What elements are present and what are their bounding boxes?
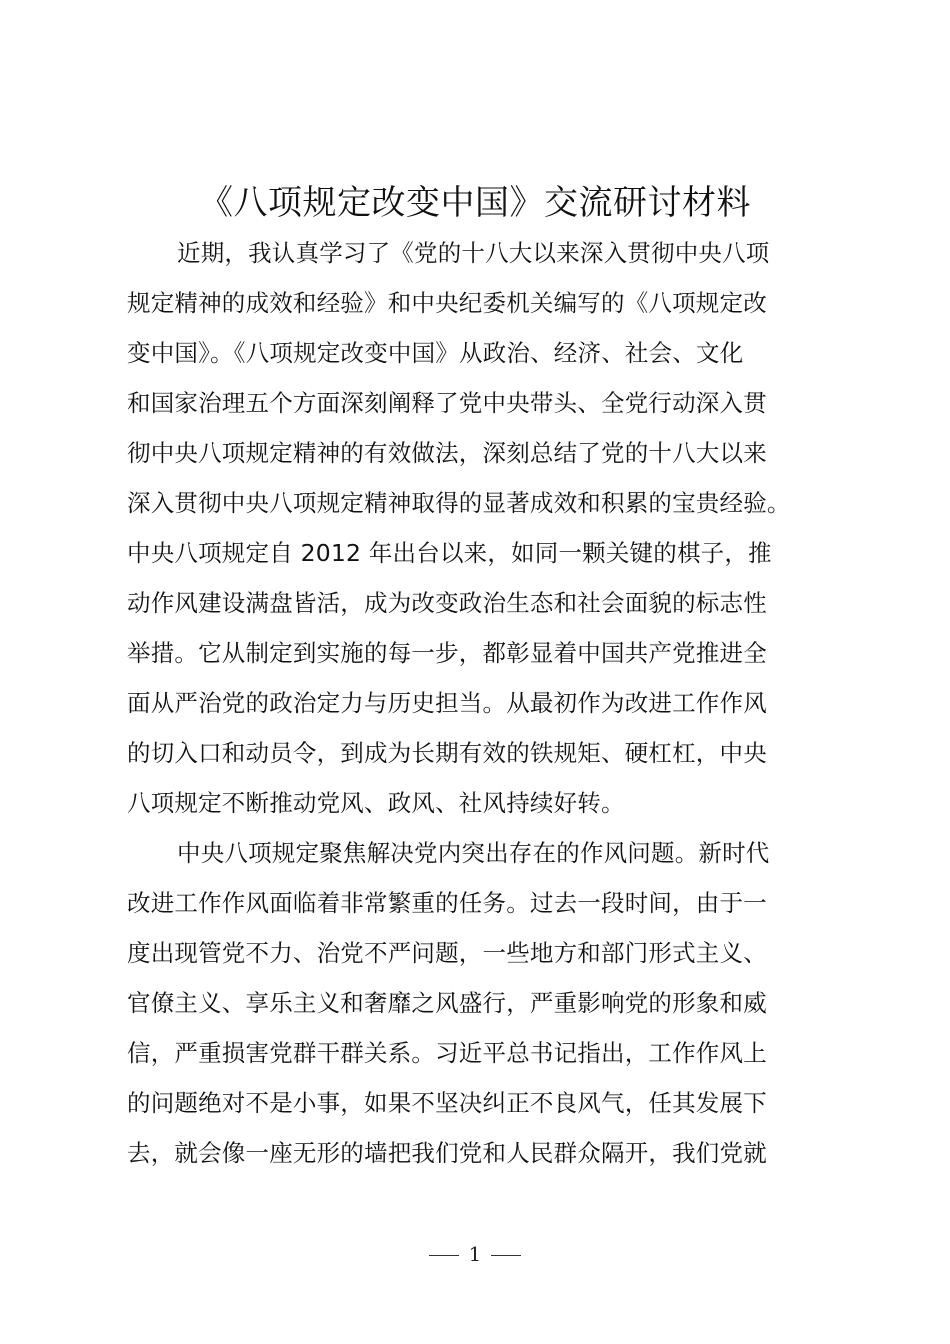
footer-dash-left xyxy=(429,1255,459,1256)
document-title: 《八项规定改变中国》交流研讨材料 xyxy=(199,183,751,223)
paragraph-line: 去，就会像一座无形的墙把我们党和人民群众隔开，我们党就 xyxy=(127,1139,767,1167)
paragraph-line: 信，严重损害党群干群关系。习近平总书记指出，工作作风上 xyxy=(127,1039,767,1067)
paragraph-line: 中央八项规定自 2012 年出台以来，如同一颗关键的棋子，推 xyxy=(127,539,772,567)
paragraph-line: 改进工作作风面临着非常繁重的任务。过去一段时间，由于一 xyxy=(127,889,767,917)
paragraph-line: 动作风建设满盘皆活，成为改变政治生态和社会面貌的标志性 xyxy=(127,589,767,617)
page-number: 1 xyxy=(468,1242,482,1266)
document-body xyxy=(127,228,832,1178)
paragraph-line: 八项规定不断推动党风、政风、社风持续好转。 xyxy=(127,789,625,817)
paragraph-line: 中央八项规定聚焦解决党内突出存在的作风问题。新时代 xyxy=(177,839,770,867)
paragraph-line: 深入贯彻中央八项规定精神取得的显著成效和积累的宝贵经验。 xyxy=(127,489,791,517)
paragraph-line: 的切入口和动员令，到成为长期有效的铁规矩、硬杠杠，中央 xyxy=(127,739,767,767)
paragraph-line: 和国家治理五个方面深刻阐释了党中央带头、全党行动深入贯 xyxy=(127,389,767,417)
paragraph-line: 举措。它从制定到实施的每一步，都彰显着中国共产党推进全 xyxy=(127,639,767,667)
paragraph-line: 官僚主义、享乐主义和奢靡之风盛行，严重影响党的形象和威 xyxy=(127,989,767,1017)
paragraph-line: 面从严治党的政治定力与历史担当。从最初作为改进工作作风 xyxy=(127,689,767,717)
paragraph-line: 变中国》。《八项规定改变中国》从政治、经济、社会、文化 xyxy=(127,339,744,367)
paragraph-line: 彻中央八项规定精神的有效做法，深刻总结了党的十八大以来 xyxy=(127,439,767,467)
paragraph-line: 度出现管党不力、治党不严问题，一些地方和部门形式主义、 xyxy=(127,939,767,967)
paragraph-line: 近期，我认真学习了《党的十八大以来深入贯彻中央八项 xyxy=(177,239,770,267)
footer-dash-right xyxy=(491,1255,521,1256)
page-footer xyxy=(0,1236,950,1272)
paragraph-line: 规定精神的成效和经验》和中央纪委机关编写的《八项规定改 xyxy=(127,289,767,317)
paragraph-line: 的问题绝对不是小事，如果不坚决纠正不良风气，任其发展下 xyxy=(127,1089,767,1117)
